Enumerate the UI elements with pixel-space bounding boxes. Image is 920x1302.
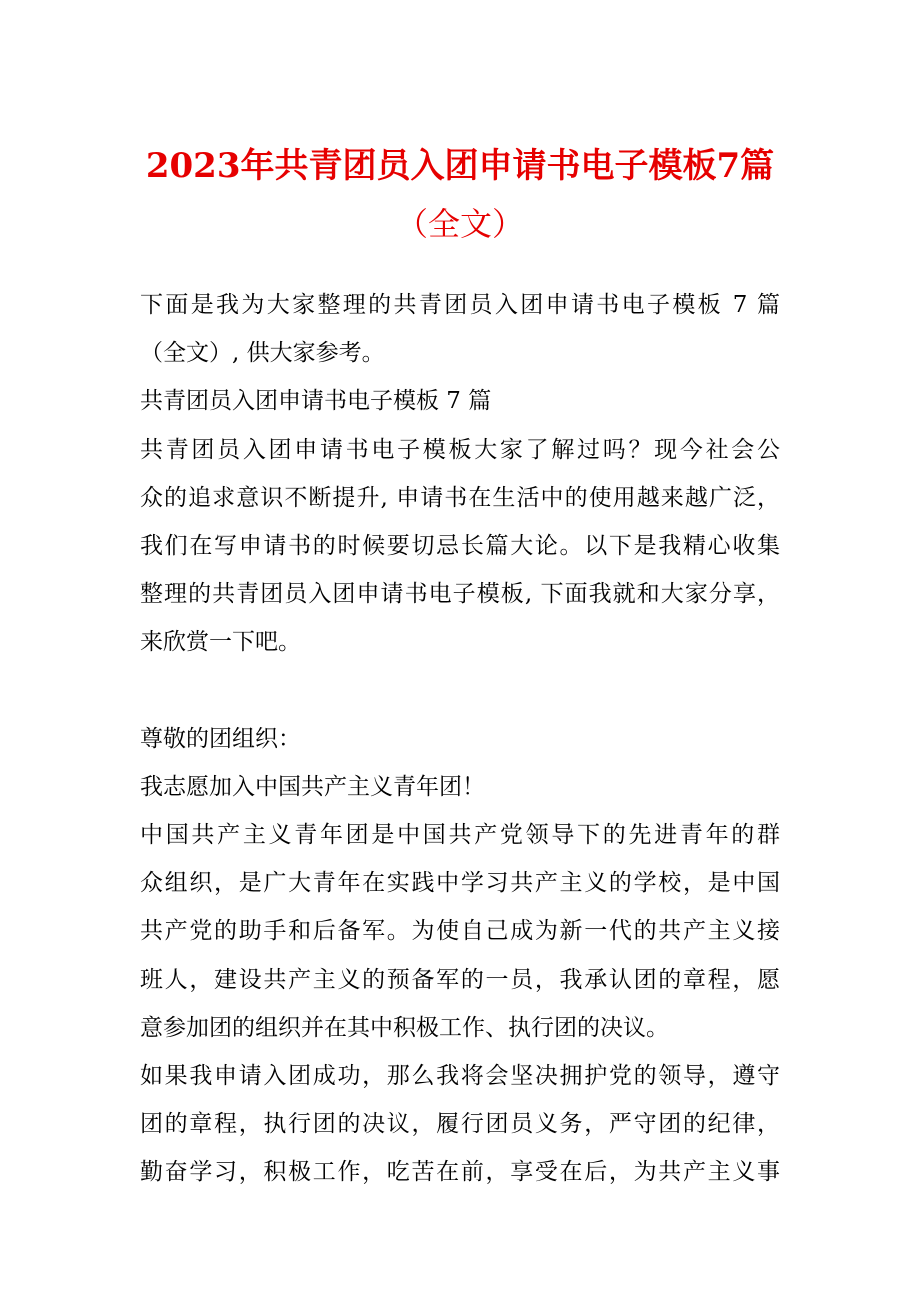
intro-line-1: 下面是我为大家整理的共青团员入团申请书电子模板 7 篇: [140, 292, 780, 318]
paragraph-line: 来欣赏一下吧。: [140, 629, 301, 656]
paragraph-line: 勤奋学习，积极工作，吃苦在前，享受在后，为共产主义事: [140, 1159, 780, 1186]
paragraph-line: 如果我申请入团成功，那么我将会坚决拥护党的领导，遵守: [140, 1063, 780, 1089]
document-body: [140, 281, 780, 1197]
paragraph-line: 共产党的助手和后备军。为使自己成为新一代的共产主义接: [140, 918, 780, 945]
salutation: 尊敬的团组织：: [140, 725, 301, 752]
paragraph-line: 我们在写申请书的时候要切忌长篇大论。以下是我精心收集: [140, 532, 780, 559]
paragraph-line: 众的追求意识不断提升, 申请书在生活中的使用越来越广泛，: [140, 484, 780, 511]
paragraph-line: 众组织，是广大青年在实践中学习共产主义的学校，是中国: [140, 870, 780, 897]
paragraph-line: 共青团员入团申请书电子模板大家了解过吗？现今社会公: [140, 436, 780, 463]
paragraph-line: 我志愿加入中国共产主义青年团！: [140, 773, 485, 800]
section-heading: 共青团员入团申请书电子模板 7 篇: [140, 388, 492, 415]
paragraph-line: 整理的共青团员入团申请书电子模板, 下面我就和大家分享，: [140, 581, 780, 608]
paragraph-line: 班人，建设共产主义的预备军的一员，我承认团的章程，愿: [140, 966, 780, 993]
paragraph-line: 意参加团的组织并在其中积极工作、执行团的决议。: [140, 1014, 669, 1041]
paragraph-line: 中国共产主义青年团是中国共产党领导下的先进青年的群: [140, 822, 780, 849]
paragraph-line: 团的章程，执行团的决议，履行团员义务，严守团的纪律，: [140, 1111, 780, 1138]
document-title-line-1: 2023年共青团员入团申请书电子模板7篇: [145, 146, 775, 186]
blank-line: [140, 667, 780, 715]
document-title-line-2: （全文）: [395, 205, 524, 243]
intro-line-2: （全文）, 供大家参考。: [140, 340, 385, 367]
